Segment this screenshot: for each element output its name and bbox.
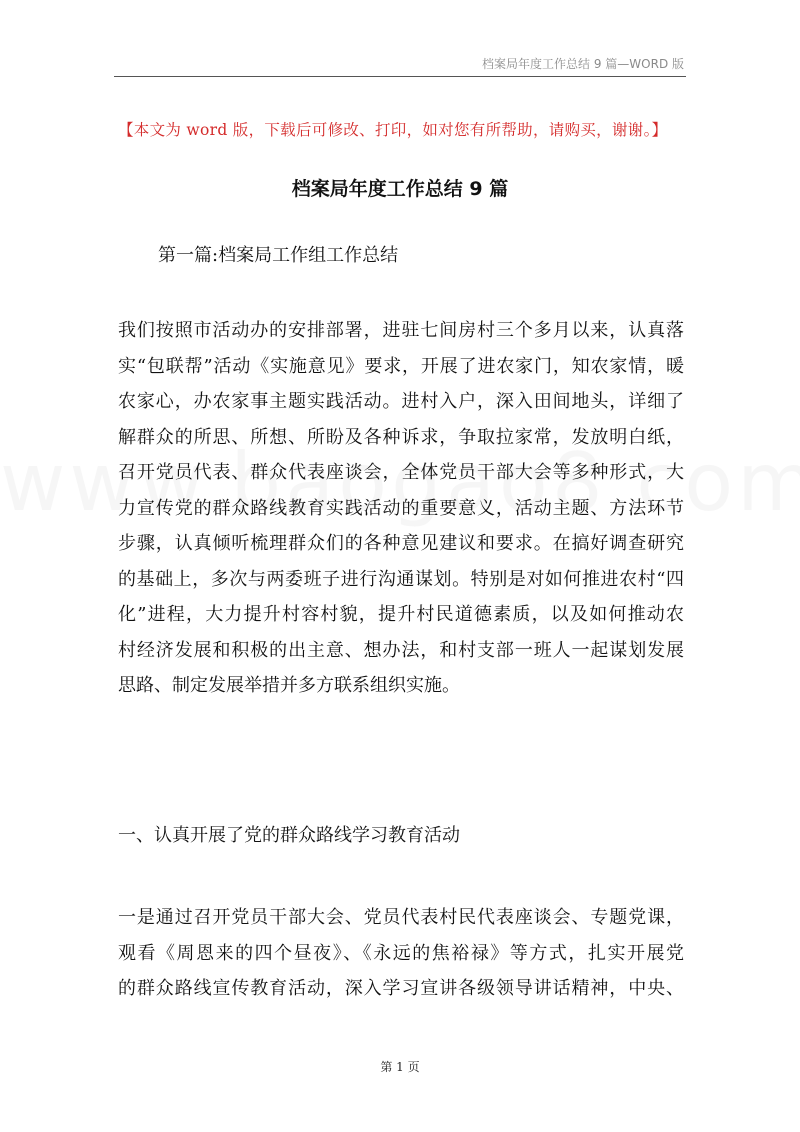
paragraph-line: 农家心，办农家事主题实践活动。进村入户，深入田间地头，详细了	[118, 391, 684, 412]
paragraph-line: 一是通过召开党员干部大会、党员代表村民代表座谈会、专题党课，	[118, 907, 684, 928]
paragraph-line: 召开党员代表、群众代表座谈会，全体党员干部大会等多种形式，大	[118, 462, 684, 483]
page-number: 第 1 页	[380, 1060, 420, 1074]
body-paragraph	[118, 313, 684, 704]
paragraph-line: 观看《周恩来的四个昼夜》、《永远的焦裕禄》等方式，扎实开展党	[118, 942, 684, 964]
paragraph-line: 力宣传党的群众路线教育实践活动的重要意义，活动主题、方法环节	[118, 497, 684, 519]
running-header: 档案局年度工作总结 9 篇—WORD 版	[482, 57, 684, 71]
document-title: 档案局年度工作总结 9 篇	[291, 178, 509, 200]
paragraph-line: 的基础上，多次与两委班子进行沟通谋划。特别是对如何推进农村“四	[118, 568, 684, 590]
paragraph-line: 村经济发展和积极的出主意、想办法，和村支部一班人一起谋划发展	[118, 639, 684, 661]
paragraph-line: 实“包联帮”活动《实施意见》要求，开展了进农家门，知农家情，暖	[118, 355, 684, 377]
section-heading: 一、认真开展了党的群众路线学习教育活动	[118, 825, 460, 846]
paragraph-line: 的群众路线宣传教育活动，深入学习宣讲各级领导讲话精神，中央、	[118, 978, 684, 999]
paragraph-line: 化”进程，大力提升村容村貌，提升村民道德素质，以及如何推动农	[118, 604, 684, 625]
section-subtitle: 第一篇:档案局工作组工作总结	[158, 245, 399, 266]
body-paragraph	[118, 900, 684, 1007]
purchase-notice: 【本文为 word 版，下载后可修改、打印，如对您有所帮助，请购买，谢谢。】	[118, 121, 668, 139]
header-divider	[114, 76, 686, 77]
paragraph-line: 步骤，认真倾听梳理群众们的各种意见建议和要求。在搞好调查研究	[118, 533, 684, 554]
paragraph-line: 解群众的所思、所想、所盼及各种诉求，争取拉家常，发放明白纸，	[118, 426, 684, 448]
paragraph-line: 思路、制定发展举措并多方联系组织实施。	[118, 675, 460, 696]
paragraph-line: 我们按照市活动办的安排部署，进驻七间房村三个多月以来，认真落	[118, 320, 684, 341]
